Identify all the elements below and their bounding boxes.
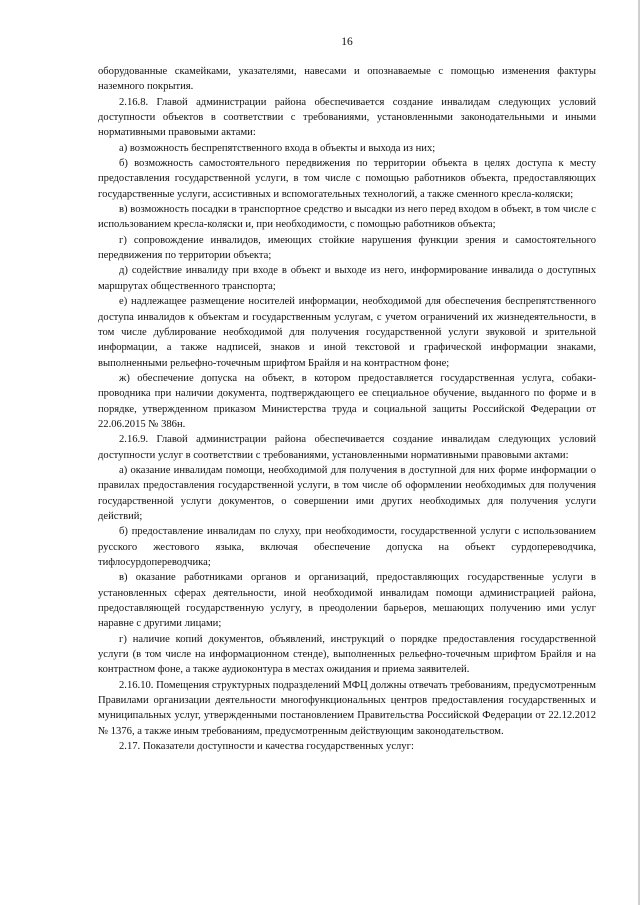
paragraph: 2.16.10. Помещения структурных подразделений МФЦ должны отвечать требованиям, предусмотренным Правилами организации деятельности многофункциональных центров предоставления государственных и муниципальных услуг, утвержденными постановлением Правительства Российской Федерации от 22.12.2012 № 1376, а также иным требованиям, предусмотренным действующим законодательством. <box>98 679 596 737</box>
paragraph: 2.17. Показатели доступности и качества государственных услуг: <box>119 741 414 753</box>
document-body <box>98 64 596 754</box>
paragraph: ж) обеспечение допуска на объект, в котором предоставляется государственная услуга, собаки-проводника при наличии документа, подтверждающего ее специальное обучение, выданного по форме и в порядке, утвержденном приказом Министерства труда и социальной защиты Российской Федерации от 22.06.2015 № 386н. <box>98 372 596 430</box>
paragraph: в) возможность посадки в транспортное средство и высадки из него перед входом в объект, в том числе с использованием кресла-коляски и, при необходимости, с помощью работников объекта; <box>98 204 596 231</box>
paragraph: г) наличие копий документов, объявлений, инструкций о порядке предоставления государственной услуги (в том числе на информационном стенде), выполненных рельефно-точечным шрифтом Брайля и на контрастном фоне, а также аудиоконтура в местах ожидания и приема заявителей. <box>98 633 596 676</box>
paragraph: 2.16.8. Главой администрации района обеспечивается создание инвалидам следующих условий доступности объектов в соответствии с требованиями, установленными законодательными и иными нормативными правовыми актами: <box>98 96 596 139</box>
paragraph: а) оказание инвалидам помощи, необходимой для получения в доступной для них форме информации о правилах предоставления государственной услуги, в том числе об оформлении необходимых для получения государственной услуги документов, о совершении ими других необходимых для получения услуги действий; <box>98 464 596 522</box>
paragraph: а) возможность беспрепятственного входа в объекты и выхода из них; <box>119 142 436 154</box>
paragraph: 2.16.9. Главой администрации района обеспечивается создание инвалидам следующих условий доступности услуг в соответствии с требованиями, установленными нормативными правовыми актами: <box>98 434 596 461</box>
paragraph: е) надлежащее размещение носителей информации, необходимой для обеспечения беспрепятственного доступа инвалидов к объектам и государственным услугам, с учетом ограничений их жизнедеятельности, в том числе дублирование необходимой для получения государственной услуги звуковой и зрительной информации, а также надписей, знаков и иной текстовой и графической информации знаками, выполненными рельефно-точечным шрифтом Брайля и на контрастном фоне; <box>98 296 596 369</box>
paragraph: б) возможность самостоятельного передвижения по территории объекта в целях доступа к месту предоставления государственной услуги, в том числе с помощью работников объекта, предоставляющих государственные услуги, ассистивных и вспомогательных технологий, а также сменного кресла-коляски; <box>98 158 596 200</box>
paragraph: г) сопровождение инвалидов, имеющих стойкие нарушения функции зрения и самостоятельного передвижения по территории объекта; <box>98 234 596 262</box>
page-number: 16 <box>341 36 353 48</box>
paragraph: оборудованные скамейками, указателями, навесами и опознаваемые с помощью изменения фактуры наземного покрытия. <box>98 66 596 93</box>
paragraph: д) содействие инвалиду при входе в объект и выходе из него, информирование инвалида о доступных маршрутах общественного транспорта; <box>98 265 596 292</box>
paragraph: б) предоставление инвалидам по слуху, при необходимости, государственной услуги с использованием русского жестового языка, включая обеспечение допуска на объект сурдопереводчика, тифлосурдопереводчика; <box>98 526 596 568</box>
paragraph: в) оказание работниками органов и организаций, предоставляющих государственные услуги в установленных сферах деятельности, иной необходимой инвалидам помощи администрацией района, предоставляющей государственную услугу, в преодолении барьеров, мешающих получению ими услуг наравне с другими лицами; <box>98 572 596 630</box>
